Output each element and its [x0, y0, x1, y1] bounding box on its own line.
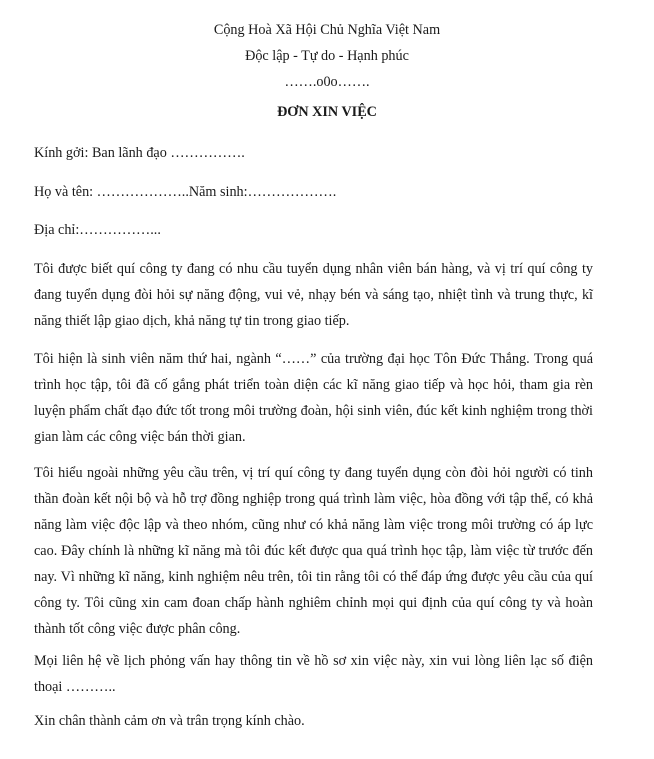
document-title: ĐƠN XIN VIỆC	[277, 104, 377, 120]
nation-heading: Cộng Hoà Xã Hội Chủ Nghĩa Việt Nam	[213, 22, 441, 38]
address-line: Địa chỉ:……………...	[34, 222, 161, 238]
name-birth-line: Họ và tên: ………………..Năm sinh:……………….	[34, 184, 337, 200]
recipient-line: Kính gởi: Ban lãnh đạo …………….	[34, 145, 245, 161]
paragraph-education: Tôi hiện là sinh viên năm thứ hai, ngành “……” của trường đại học Tôn Đức Thắng. Trong quá trình học tập, tôi đã cố gắng phát triển toàn diện các kĩ năng giao tiếp và học hỏi, tham gia rèn luyện phẩm chất đạo đức tốt trong môi trường đoàn, hội sinh viên, đúc kết kinh nghiệm trong thời gian làm các công việc bán thời gian.	[34, 351, 593, 445]
header-separator: …….o0o…….	[284, 74, 370, 90]
paragraph-skills: Tôi hiểu ngoài những yêu cầu trên, vị trí quí công ty đang tuyển dụng còn đòi hỏi người có tinh thần đoàn kết nội bộ và hỗ trợ đồng nghiệp trong quá trình làm việc, hòa đồng với tập thể, có khả năng làm việc độc lập và theo nhóm, cũng như có khả năng làm việc trong môi trường có áp lực cao. Đây chính là những kĩ năng mà tôi đúc kết được qua quá trình học tập, làm việc từ trước đến nay. Vì những kĩ năng, kinh nghiệm nêu trên, tôi tin rằng tôi có thể đáp ứng được yêu cầu của quí công ty. Tôi cũng xin cam đoan chấp hành nghiêm chỉnh mọi qui định của quí công ty và hoàn thành tốt công việc được phân công.	[34, 465, 593, 637]
closing-line: Xin chân thành cảm ơn và trân trọng kính chào.	[34, 713, 305, 729]
motto-heading: Độc lập - Tự do - Hạnh phúc	[245, 48, 409, 64]
paragraph-intro: Tôi được biết quí công ty đang có nhu cầu tuyển dụng nhân viên bán hàng, và vị trí quí công ty đang tuyển dụng đòi hỏi sự năng động, vui vẻ, nhạy bén và sáng tạo, nhiệt tình và trung thực, kĩ năng thiết lập giao dịch, khả năng tự tin trong giao tiếp.	[34, 261, 593, 329]
paragraph-contact: Mọi liên hệ về lịch phỏng vấn hay thông tin về hồ sơ xin việc này, xin vui lòng liên lạc số điện thoại ………..	[34, 653, 593, 695]
